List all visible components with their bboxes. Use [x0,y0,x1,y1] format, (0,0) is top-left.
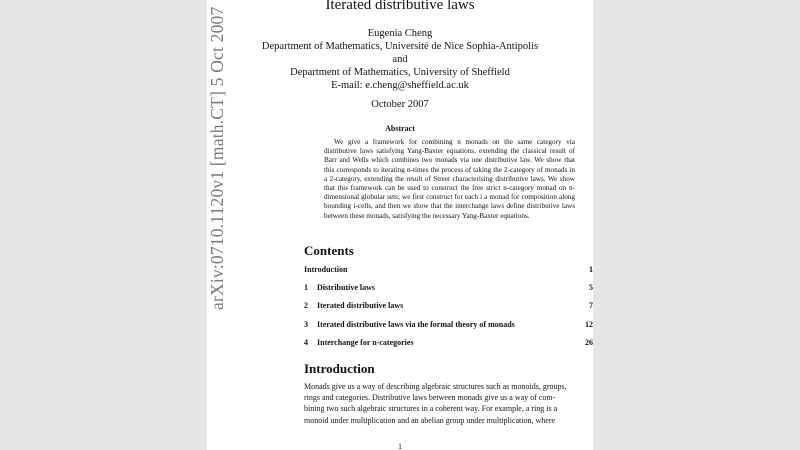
abstract-text: We give a framework for combining n monads on the same category via distributive laws satisfying Yang-Baxter equations, extending the classical result of Barr and Wells which combines two monads via one distributive law. We show that this corresponds to iterating n-times the process of taking the 2-category of monads in a 2-category, extending the result of Street characterising distributive laws. We show that this framework can be used to construct the free strict n-category monad on n-dimensional globular sets; we first construct for each i a monad for composition along bounding i-cells, and then we show that the interchange laws define distributive laws between these monads, satisfying the necessary Yang-Baxter equations. [324,138,575,220]
arxiv-stamp: arXiv:0710.1120v1 [math.CT] 5 Oct 2007 [207,6,227,310]
author-name: Eugenia Cheng [367,28,433,39]
toc-label: Iterated distributive laws via the formal theory of monads [317,320,515,329]
toc-label: Iterated distributive laws [317,301,404,310]
affiliation-nice: Department of Mathematics, Université de Nice Sophia-Antipolis [261,41,539,52]
right-margin-shade [593,0,800,450]
introduction-line: bining two such algebraic structures in a coherent way. For example, a ring is a [304,404,558,414]
toc-number: 3 [304,320,308,329]
paper-title: Iterated distributive laws [325,0,475,13]
affiliation-and: and [392,54,408,65]
toc-entry-introduction[interactable] [304,265,593,277]
toc-page: 7 [589,301,593,310]
toc-number: 1 [304,283,308,292]
left-margin-shade [0,0,207,450]
toc-page: 26 [585,338,593,347]
toc-entry-iterated-distributive-laws[interactable] [304,301,593,313]
toc-entry-formal-theory[interactable] [304,320,593,332]
contents-heading: Contents [304,243,354,258]
introduction-text [304,381,593,426]
introduction-line: rings and categories. Distributive laws between monads give us a way of com- [304,393,556,403]
toc-page: 5 [589,283,593,292]
affiliation-sheffield: Department of Mathematics, University of Sheffield [290,67,510,78]
page-number: 1 [398,442,402,450]
paper-page [207,0,593,450]
paper-date: October 2007 [371,99,429,110]
abstract-heading: Abstract [385,124,415,133]
toc-label: Distributive laws [317,283,375,292]
toc-label: Interchange for n-categories [317,338,414,347]
author-email: E-mail: e.cheng@sheffield.ac.uk [331,80,469,91]
toc-page: 12 [585,320,593,329]
introduction-line: monoid under multiplication and an abelian group under multiplication, where [304,415,556,425]
toc-entry-distributive-laws[interactable] [304,283,593,295]
toc-number: 4 [304,338,308,347]
toc-label: Introduction [304,265,348,274]
toc-entry-interchange[interactable] [304,338,593,350]
introduction-line: Monads give us a way of describing algebraic structures such as monoids, groups, [304,382,567,391]
introduction-heading: Introduction [304,361,375,376]
toc-number: 2 [304,301,308,310]
toc-page: 1 [589,265,593,274]
